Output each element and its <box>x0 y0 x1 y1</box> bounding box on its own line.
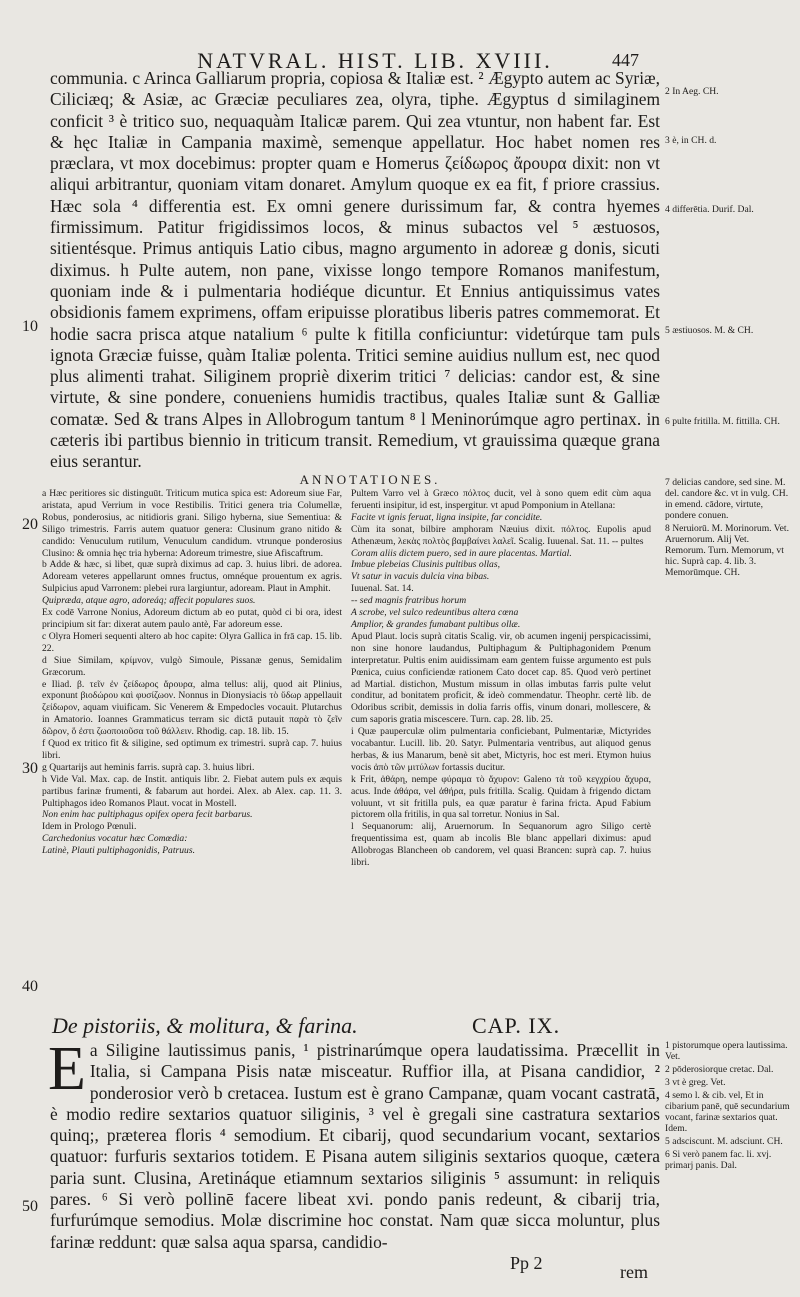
margin-note: 4 semo l. & cib. vel, Et in cibarium panē, quē secundarium vocant, farinæ sextarios quat. Idem. <box>665 1090 790 1134</box>
signature-mark: Pp 2 <box>510 1253 543 1273</box>
notes-left-column <box>42 488 342 857</box>
main-text-bottom <box>48 1035 660 1253</box>
page-number: 447 <box>612 50 639 70</box>
annotation-note: d Siue Similam, κρίμνον, vulgò Simoule, Pissanæ genus, Semidalim Græcorum. <box>42 654 342 678</box>
line-number-20: 20 <box>22 516 38 533</box>
line-number-50: 50 <box>22 1198 38 1215</box>
annotation-note: c Olyra Homeri sequenti altero ab hoc capite: Olyra Gallica in frā cap. 15. lib. 22. <box>42 630 342 654</box>
drop-cap: E <box>48 1035 86 1103</box>
annotation-note: Iuuenal. Sat. 14. <box>351 583 414 595</box>
running-title: NATVRAL. HIST. LIB. XVIII. <box>197 48 553 73</box>
annotation-note: l Sequanorum: alij, Aruernorum. In Sequanorum agro Siligo certè frequentissima est, quam ab incolis Ble blanc appellari diximus: apud Allobrogas Blancheen ob candorem, vel quasi Brancen: suprà cap. 7. huius libri. <box>351 821 651 869</box>
annotation-note: Vt satur in vacuis dulcia vina bibas. <box>351 571 490 583</box>
margin-note: 8 Neruiorū. M. Morinorum. Vet. Aruernorum. Alij Vet. Remorum. Turn. Memorum, vt hic. Suprà cap. 4. lib. 3. Memorūmque. CH. <box>665 523 789 578</box>
margin-note: 1 pistorumque opera lautissima. Vet. <box>665 1040 788 1062</box>
margin-note: 5 æstiuosos. M. & CH. <box>665 325 754 336</box>
annotations-title: ANNOTATIONES. <box>299 472 441 487</box>
annotation-note: Quipræda, atque agro, adoreáq; affecit populares suos. <box>42 595 256 607</box>
chapter-heading <box>52 1013 652 1039</box>
annotation-note: k Frit, ἀθάρη, nempe φύραμα τὸ ἄχυρον: Galeno τὰ τοῦ κεγχρίου ἄχυρα, acus. Inde ἀθάρα, vel ἀθήρα, puls fritilla. Scalig. Quidam à frigendo dictam voluunt, vt sit fritilla puls, ea quæ paratur è farina fricta. Apud Fabium pictorem olla fritilis, in qua sal torretur. Nonius in Sal. <box>351 773 651 821</box>
annotation-note: e Iliad. β. τεῖν ἐν ζείδωρος ἄρουρα, alma tellus: alij, quod ait Plinius, exponunt βιοδώρου καὶ φυσίζωον. Nonnus in Dionysiacis τὸ ὕδωρ appellauit ζείδωρον, aquam viuificam. Sic Venerem & Empedocles vocauit. Plutarchus in Amatorio. Ioannes Grammaticus terram sic dictā putauit παρὰ τὸ ζεῖν δῶρον, ὅ ἐστι ζωοποιοῦσα τοῦ θάλλειν. Rhodig. cap. 18. lib. 15. <box>42 678 342 738</box>
margin-note: 2 pōderosiorque cretac. Dal. <box>665 1064 774 1075</box>
margin-note: 6 pulte fritilla. M. fittilla. CH. <box>665 416 780 427</box>
margin-note: 7 delicias candore, sed sine. M. del. candore &c. vt in vulg. CH. in emend. cādore, virtute, pondere conuen. <box>665 477 789 521</box>
annotation-note: Coram aliis dictem puero, sed in aure placentas. Martial. <box>351 547 572 559</box>
annotation-note: h Vide Val. Max. cap. de Instit. antiquis libr. 2. Fiebat autem puls ex æquis partibus farinæ frumenti, & fabarum aut hordei. Alex. ab Alex. cap. 11. 3. Pultiphagos ideo Romanos Plaut. vocat in Mostell. <box>42 773 342 809</box>
annotation-note: Ex codē Varrone Nonius, Adoreum dictum ab eo putat, quòd ci bi ora, idest principium sit far: dixerat autem paulo antè, Far adoreum esse. <box>42 607 342 630</box>
margin-note: 6 Si verò panem fac. li. xvj. primarj panis. Dal. <box>665 1149 772 1171</box>
annotation-note: -- sed magnis fratribus horum <box>351 595 467 607</box>
annotation-note: A scrobe, vel sulco redeuntibus altera cœna <box>351 607 519 619</box>
annotation-note: Idem in Prologo Pœnuli. <box>42 821 137 833</box>
annotation-note: Imbue plebeias Clusinis pultibus ollas, <box>351 559 500 571</box>
annotation-note: g Quartarijs aut heminis farris. suprà cap. 3. huius libri. <box>42 761 255 773</box>
annotation-note: b Adde & hæc, si libet, quæ suprà diximus ad cap. 3. huius libri. de adorea. Adoream veteres appellarunt omnes fructus, omnéque prouentum ex agris. Sulpicius apud Varronem: plebei rura largiuntur, adoream. Plaut in Amphit. <box>42 559 342 595</box>
annotation-note: Amplior, & grandes fumabant pultibus ollæ. <box>351 618 521 630</box>
notes-right-column <box>351 488 651 869</box>
annotation-note: Apud Plaut. locis suprà citatis Scalig. vir, ob acumen ingenij perspicacissimi, non sine honore laudandus, Pultiphagum & Pultiphagonidem Pœnum interpretatur. Pultis enim auidissimam eam gentem fuisse argumento est puls Pœnica, cuius conficiendæ rationem Cato docet cap. 85. Quod verò pertinet ad Martial. distichon, Mustum missum in ollas imbutas farris pulte velut conditur, ad bonitatem proficit, & ideò commendatur. Theophr. certè lib. de Odoribus scribit, demissis in dolia farris offis, vinum donari, mollescere, & cum saporis gratia miscescere. Turn. cap. 28. lib. 25. <box>351 630 651 726</box>
line-number-10: 10 <box>22 318 38 335</box>
annotation-note: Latinè, Plauti pultiphagonidis, Patruus. <box>42 845 195 857</box>
annotation-note: i Quæ pauperculæ olim pulmentaria conficiebant, Pulmentariæ, Mictyrides vocabantur. Lucill. lib. 20. Satyr. Pulmentaria ventribus, aut aliquod genus herbas, & ius Manarum, benè sit abet, Mictyris, hoc est meri. Etymon huius vocis ἀπὸ τῶν μιτύλων fortassis ducitur. <box>351 726 651 773</box>
line-number-30: 30 <box>22 760 38 777</box>
margin-note: 3 è, in CH. d. <box>665 135 717 146</box>
margin-notes-top <box>665 86 790 578</box>
main-paragraph-top: communia. c Arinca Galliarum propria, copiosa & Italiæ est. ² Ægypto autem ac Syriæ, Ciliciæq; & Asiæ, ac Græciæ peculiares zea, olyra, tiphe. Ægyptus d similaginem conficit ³ è tritico suo, nequaquàm Italicæ parem. Qui zea vtuntur, non habent far. Est & hęc Italiæ in Campania maximè, semenque appellatur. Hoc habet nomen res præclara, vt mox docebimus: propter quam e Homerus ζείδωρος ἄρουρα dixit: non vt aliqui arbitrantur, quoniam vitam donaret. Amylum quoque ex ea fit, f priore crassius. Hæc sola ⁴ differentia est. Ex omni genere durissimum far, & contra hyemes firmissimum. Patitur frigidissimos locos, & minus subactos vel ⁵ æstuosos, sitientésque. Primus antiquis Latio cibus, magno argumento in adoreæ g donis, sicuti diximus. h Pulte autem, non pane, vixisse longo tempore Romanos manifestum, quoniam inde & i pulmentaria hodiéque dicuntur. Et Ennius antiquissimus vates obsidionis famem exprimens, offam eripuisse ploratibus liberis patres commemorat. Et hodie sacra prisca atque natalium ⁶ pulte k fitilla conficiuntur: videtúrque tam puls ignota Græciæ fuisse, quàm Italiæ polenta. Tritici semine auidius nullum est, nec quod plus alimenti trahat. Siliginem propriè dixerim tritici ⁷ delicias: candor est, & sine virtute, & sine pondere, conueniens humidis tractibus, quales Italiæ sunt & Galliæ comatæ. Sed & trans Alpes in Allobrogum tantum ⁸ l Meninorúmque agro pertinax. in cæteris ibi partibus biennio in triticum transit. Remedium, vt grauissima quæque grana eius serantur. <box>50 68 660 472</box>
catchword: rem <box>620 1262 648 1282</box>
margin-notes-bottom <box>665 1040 790 1250</box>
annotation-note: Cùm ita sonat, bilbire amphoram Næuius dixit. πόλτος. Eupolis apud Athenæum, λεκὰς πολτὸς βαμβαίνει λαλεῖ. Scalig. Iuuenal. Sat. 11. -- pultes <box>351 523 651 547</box>
margin-note: 4 differētia. Durif. Dal. <box>665 204 754 215</box>
annotation-note: Carchedonius vocatur hæc Comœdia: <box>42 833 188 845</box>
annotation-note: a Hæc peritiores sic distinguūt. Triticum mutica spica est: Adoreum siue Far, aristata, apud Verrium in voce Restibilis. Tritici genera tria Columellæ, Robus, ponderosius, ac nitidioris grani. Siligo hyberna, siue Sementiua: & Siligo trimestris. Farris autem quatuor genera: Clusinum grano nitido & candido: Venuculum rutilum, Venuculum candidum. vtrunque ponderosius Clusino: & omnia hęc tria hyberna: Adoreum trimestre, siue Afiscaftrum. <box>42 488 342 559</box>
annotation-note: f Quod ex tritico fit & siligine, sed optimum ex trimestri. suprà cap. 7. huius libri. <box>42 738 342 761</box>
margin-note: 2 In Aeg. CH. <box>665 86 719 97</box>
chapter-title: De pistoriis, & molitura, & farina. <box>52 1013 358 1038</box>
main-paragraph-bottom: a Siligine lautissimus panis, ¹ pistrinarúmque opera laudatissima. Præcellit in Italia, si Campana Pisis natæ misceatur. Ruffior illa, at Pisana candidior, ² ponderosior verò b cretacea. Iustum est è grano Campanæ, quam vocant castratā, è modio redire sextarios quatuor siliginis, ³ vel è gregali sine castratura sextarios quinq;, præterea floris ⁴ semodium. Et cibarij, quod secundarium vocant, sextarios quatuor: furfuris sextarios totidem. E Pisana autem siliginis sextarios quoque, cætera paria sunt. Clusina, Aretináque etiamnum sextarios siliginis ⁵ assumunt: in reliquis pares. ⁶ Si verò pollinē facere libeat xvi. pondo panis redeunt, & cibarij tria, furfurúmque semodius. Molæ discrimine hoc constat. Nam quæ sicca moluntur, plus farinæ reddunt: quæ salsa aqua sparsa, candidio- <box>50 1040 660 1252</box>
chapter-number: CAP. IX. <box>472 1013 561 1038</box>
margin-note: 3 vt è greg. Vet. <box>665 1077 726 1088</box>
line-number-40: 40 <box>22 978 38 995</box>
annotation-note: Non enim hac pultiphagus opifex opera fecit barbarus. <box>42 809 253 821</box>
main-text-top <box>50 68 660 473</box>
annotation-note: Facite vt ignis feruat, ligna insipite, far concidite. <box>351 511 543 523</box>
annotation-note: Pultem Varro vel à Græco πόλτος ducit, vel à sono quem edit cùm aqua feruenti insipitur, id est, inspergitur. vt apud Pomponium in Atellana: <box>351 488 651 511</box>
margin-note: 5 adsciscunt. M. adsciunt. CH. <box>665 1136 783 1147</box>
